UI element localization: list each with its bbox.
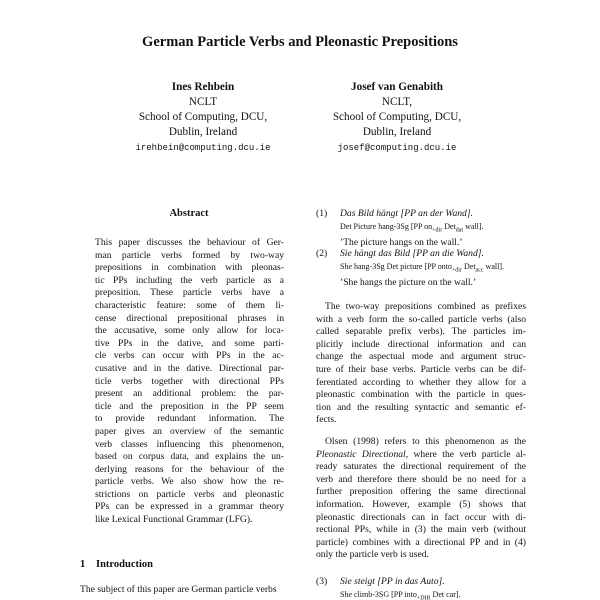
paragraph-line: derlying reasons for the behaviour of the — [95, 463, 284, 475]
paragraph-line: to provide redundant information. The — [95, 413, 284, 425]
paragraph-line: preposition. These particle verbs have a — [95, 287, 284, 299]
body-paragraph-1 — [316, 301, 526, 427]
paragraph-line: with a verb form the so-called particle verbs (also — [316, 313, 526, 325]
paragraph-line: the accusative, some only allow for loca- — [95, 325, 284, 337]
paragraph-line: This paper discusses the behaviour of Ger- — [95, 237, 284, 248]
paragraph-line: man particle verbs formed by two-way — [95, 249, 284, 261]
paragraph-line: pleonastic combination with the particle in ques- — [316, 389, 526, 401]
paragraph-line: tic PPs including the verb particle as a — [95, 274, 284, 286]
author-name: Ines Rehbein — [171, 81, 235, 93]
paragraph-line: called separable prefix verbs). The particles im- — [316, 326, 526, 338]
paragraph-line: change the aspectual mode and argument struc- — [316, 351, 526, 363]
paragraph-line: ture of their base verbs. Particle verbs can be dif- — [316, 363, 526, 375]
paragraph-line: fects. — [316, 414, 337, 426]
paragraph-line: Olsen (1998) refers to this phenomenon as the — [325, 436, 526, 447]
paragraph-line: prepositions in combination with pleonas- — [95, 262, 284, 274]
paragraph-line: tion and the resulting syntactic and semantic ef- — [316, 401, 526, 413]
introduction-text: The subject of this paper are German particle verbs — [80, 584, 277, 595]
paragraph-line: pleonastic directionals can in fact occur with di- — [316, 511, 526, 523]
author-email: irehbein@computing.dcu.ie — [135, 143, 271, 153]
paragraph-line: plicitly include directional information and can — [316, 338, 526, 350]
paragraph-line: information. However, example (5) shows that — [316, 498, 526, 510]
example-translation: ’The picture hangs on the wall.’ — [340, 236, 463, 248]
section-number: 1 — [80, 559, 86, 570]
abstract-text — [95, 237, 284, 527]
author-email: josef@computing.dcu.ie — [337, 143, 457, 153]
author-affiliation: NCLT, — [381, 96, 413, 108]
author-affiliation: Dublin, Ireland — [362, 126, 432, 138]
paragraph-line: ticle verbs together with directional PPs — [95, 375, 284, 387]
paragraph-line: based on corpus data, and explains the un- — [95, 451, 284, 463]
example-translation: ’She hangs the picture on the wall.’ — [340, 276, 477, 288]
paragraph-line: cense directional prepositional phrases in — [95, 312, 284, 324]
paragraph-line: present an additional problem: the par- — [95, 388, 284, 400]
paragraph-line: verb classes influencing this phenomenon, — [95, 438, 284, 450]
example-number: (2) — [316, 248, 328, 259]
example-number: (3) — [316, 576, 328, 587]
paragraph-line: like Lexical Functional Grammar (LFG). — [95, 514, 253, 526]
paragraph-line: ticle and the preposition in the PP seem — [95, 400, 284, 412]
example-gloss: She hang-3Sg Det picture [PP onto$_{+dir}$ Det$_{acc}$ wall]. — [340, 261, 504, 274]
example-gloss: Det Picture hang-3Sg [PP $on_{+dir}$ Det$_{dat}$ wall]. — [340, 221, 484, 234]
paragraph-line: characteristic feature: some of them li- — [95, 299, 284, 311]
author-affiliation: School of Computing, DCU, — [332, 111, 462, 123]
paragraph-line: verb and therefore there should be no need for a — [316, 473, 526, 485]
paragraph-line: only the particle verb is used. — [316, 549, 429, 561]
paragraph-line: The two-way prepositions combined as prefixes — [325, 301, 526, 312]
author-block-2 — [297, 80, 497, 156]
body-paragraph-2 — [316, 436, 526, 562]
example-sentence: Sie steigt [PP in das Auto]. — [340, 576, 445, 587]
example-sentence: Das Bild hängt [PP an der Wand]. — [340, 208, 473, 219]
example-gloss: She climb-3SG [PP into$_{+DIR}$ Det car]. — [340, 589, 461, 600]
paragraph-line: rectional PPs, while in (3) the main verb (without — [316, 524, 526, 536]
paragraph-line: paper gives an overview of the semantic — [95, 425, 284, 437]
paragraph-line: Pleonastic Directional, where the verb particle al- — [316, 448, 526, 460]
paragraph-line: ready saturates the directional requirement of the — [316, 461, 526, 473]
author-name: Josef van Genabith — [351, 81, 443, 93]
paragraph-line: tive PPs in the dative, and some parti- — [95, 337, 284, 349]
paragraph-line: strictions on particle verbs and pleonastic — [95, 488, 284, 500]
author-affiliation: NCLT — [188, 96, 218, 108]
paper-title: German Particle Verbs and Pleonastic Prepositions — [142, 34, 458, 50]
example-number: (1) — [316, 208, 328, 219]
paragraph-line: PPs can be expressed in a grammar theory — [95, 501, 284, 513]
paragraph-line: cusative and in the dative. Directional par- — [95, 362, 284, 374]
paragraph-line: further preposition offering the same directional — [316, 486, 526, 498]
author-affiliation: School of Computing, DCU, — [138, 111, 268, 123]
section-heading-introduction — [80, 559, 153, 570]
example-sentence: Sie hängt das Bild [PP an die Wand]. — [340, 248, 484, 259]
paragraph-line: particle) combines with a directional PP and in (4) — [316, 536, 526, 548]
section-title: Introduction — [96, 559, 153, 570]
author-affiliation: Dublin, Ireland — [168, 126, 238, 138]
author-block-1 — [103, 80, 303, 156]
abstract-heading: Abstract — [169, 208, 209, 219]
paragraph-line: particle verbs. We also show how the re- — [95, 476, 284, 488]
paragraph-line: ferentiated according to whether they allow for a — [316, 376, 526, 388]
paragraph-line: cle verbs can occur with PPs in the ac- — [95, 350, 284, 362]
